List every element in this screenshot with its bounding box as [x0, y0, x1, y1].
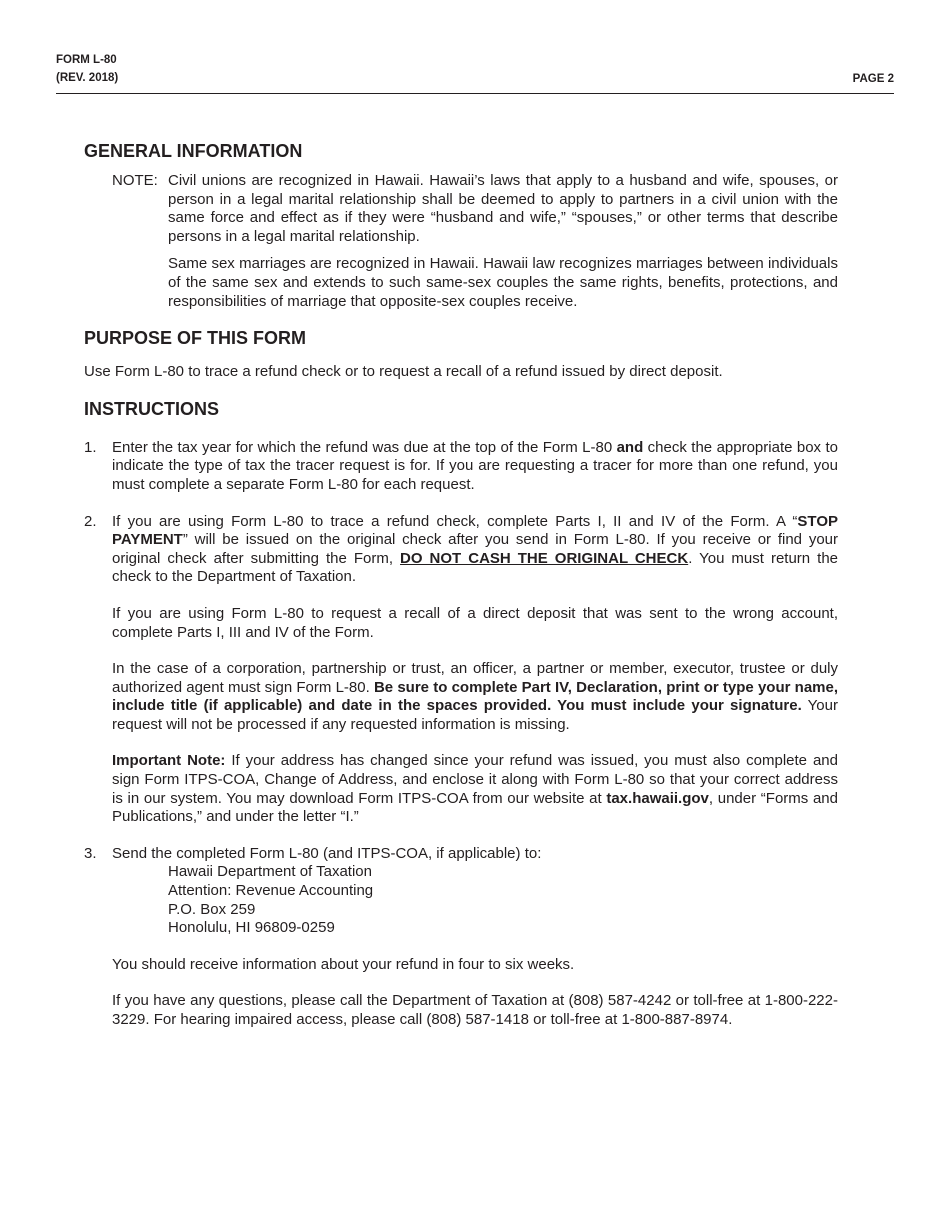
emphasis-and: and	[616, 438, 644, 456]
trace-check-instruction	[112, 513, 838, 587]
item-number: 2.	[84, 512, 97, 530]
website-address: tax.hawaii.gov	[606, 789, 709, 807]
address-line: Attention: Revenue Accounting	[168, 882, 374, 900]
same-sex-marriage-note: Same sex marriages are recognized in Hawaii. Hawaii law recognizes marriages between individuals of the same sex and extends to such same-sex couples the same rights, benefits, protections, and responsibilities of marriage that opposite-sex couples receive.	[168, 255, 838, 310]
mailing-address	[112, 863, 838, 937]
header-divider	[56, 93, 894, 94]
form-code: FORM L-80	[56, 54, 117, 66]
text-segment: check the appropriate box to indicate the type of tax the tracer request is for. If you are requesting a tracer for more than one refund, you must complete a separate Form L-80 for each request.	[112, 438, 838, 493]
form-revision: (REV. 2018)	[56, 72, 119, 84]
text-segment: . You must return the check to the Department of Taxation.	[112, 549, 838, 586]
signature-instruction	[112, 660, 838, 734]
address-line: Hawaii Department of Taxation	[168, 863, 372, 881]
stop-payment-emphasis: STOP PAYMENT	[112, 512, 838, 549]
text-segment: If you are using Form L-80 to trace a refund check, complete Parts I, II and IV of the Form. A “	[112, 512, 798, 530]
instruction-item-2	[84, 513, 838, 827]
text-segment: Your request will not be processed if any requested information is missing.	[112, 697, 838, 733]
purpose-text: Use Form L-80 to trace a refund check or to request a recall of a refund issued by direct deposit.	[84, 363, 723, 381]
important-note-label: Important Note:	[112, 752, 226, 770]
text-segment: ” will be issued on the original check after you send in Form L-80. If you receive or find your original check after submitting the Form,	[112, 531, 838, 567]
form-body	[84, 140, 838, 1030]
processing-time-note: You should receive information about your refund in four to six weeks.	[112, 955, 575, 973]
tax-year-instruction	[112, 439, 838, 495]
address-change-note	[112, 752, 838, 826]
declaration-emphasis: Be sure to complete Part IV, Declaration, print or type your name, include title (if applicable) and date in the spaces provided. You must include your signature.	[112, 678, 839, 715]
address-line: P.O. Box 259	[168, 900, 256, 918]
text-segment: If your address has changed since your refund was issued, you must also complete and sign Form ITPS-COA, Change of Address, and enclose it along with Form L-80 so that your correct address is in our system. You may download Form ITPS-COA from our website at	[112, 752, 838, 807]
purpose-heading: PURPOSE OF THIS FORM	[84, 328, 307, 349]
item-number: 1.	[84, 438, 97, 456]
do-not-cash-warning: DO NOT CASH THE ORIGINAL CHECK	[400, 549, 689, 567]
recall-deposit-instruction: If you are using Form L-80 to request a recall of a direct deposit that was sent to the wrong account, complete Parts I, III and IV of the Form.	[112, 604, 838, 641]
page-number: PAGE 2	[852, 73, 894, 85]
instruction-item-1	[84, 439, 838, 495]
contact-information: If you have any questions, please call the Department of Taxation at (808) 587-4242 or toll-free at 1-800-222-3229. For hearing impaired access, please call (808) 587-1418 or toll-free at 1-800-887-8974.	[112, 992, 838, 1028]
note-block	[84, 172, 838, 311]
instructions-heading: INSTRUCTIONS	[84, 398, 219, 419]
text-segment: , under “Forms and Publications,” and under the letter “I.”	[112, 789, 838, 826]
item-number: 3.	[84, 844, 97, 862]
text-segment: Enter the tax year for which the refund was due at the top of the Form L-80	[112, 438, 617, 456]
instruction-item-3	[84, 845, 838, 1030]
note-label: NOTE:	[112, 172, 158, 189]
address-line: Honolulu, HI 96809-0259	[168, 919, 335, 937]
civil-union-note: Civil unions are recognized in Hawaii. Hawaii’s laws that apply to a husband and wife, spouses, or person in a legal marital relationship shall be deemed to apply to partners in a civil union with the same force and effect as if they were “husband and wife,” “spouses,” or other terms that describe persons in a legal marital relationship.	[168, 172, 838, 245]
form-identifier	[56, 51, 118, 87]
general-information-heading: GENERAL INFORMATION	[84, 141, 303, 161]
mailing-instruction: Send the completed Form L-80 (and ITPS-COA, if applicable) to:	[112, 844, 542, 862]
text-segment: In the case of a corporation, partnership or trust, an officer, a partner or member, executor, trustee or duly authorized agent must sign Form L-80.	[112, 660, 838, 696]
